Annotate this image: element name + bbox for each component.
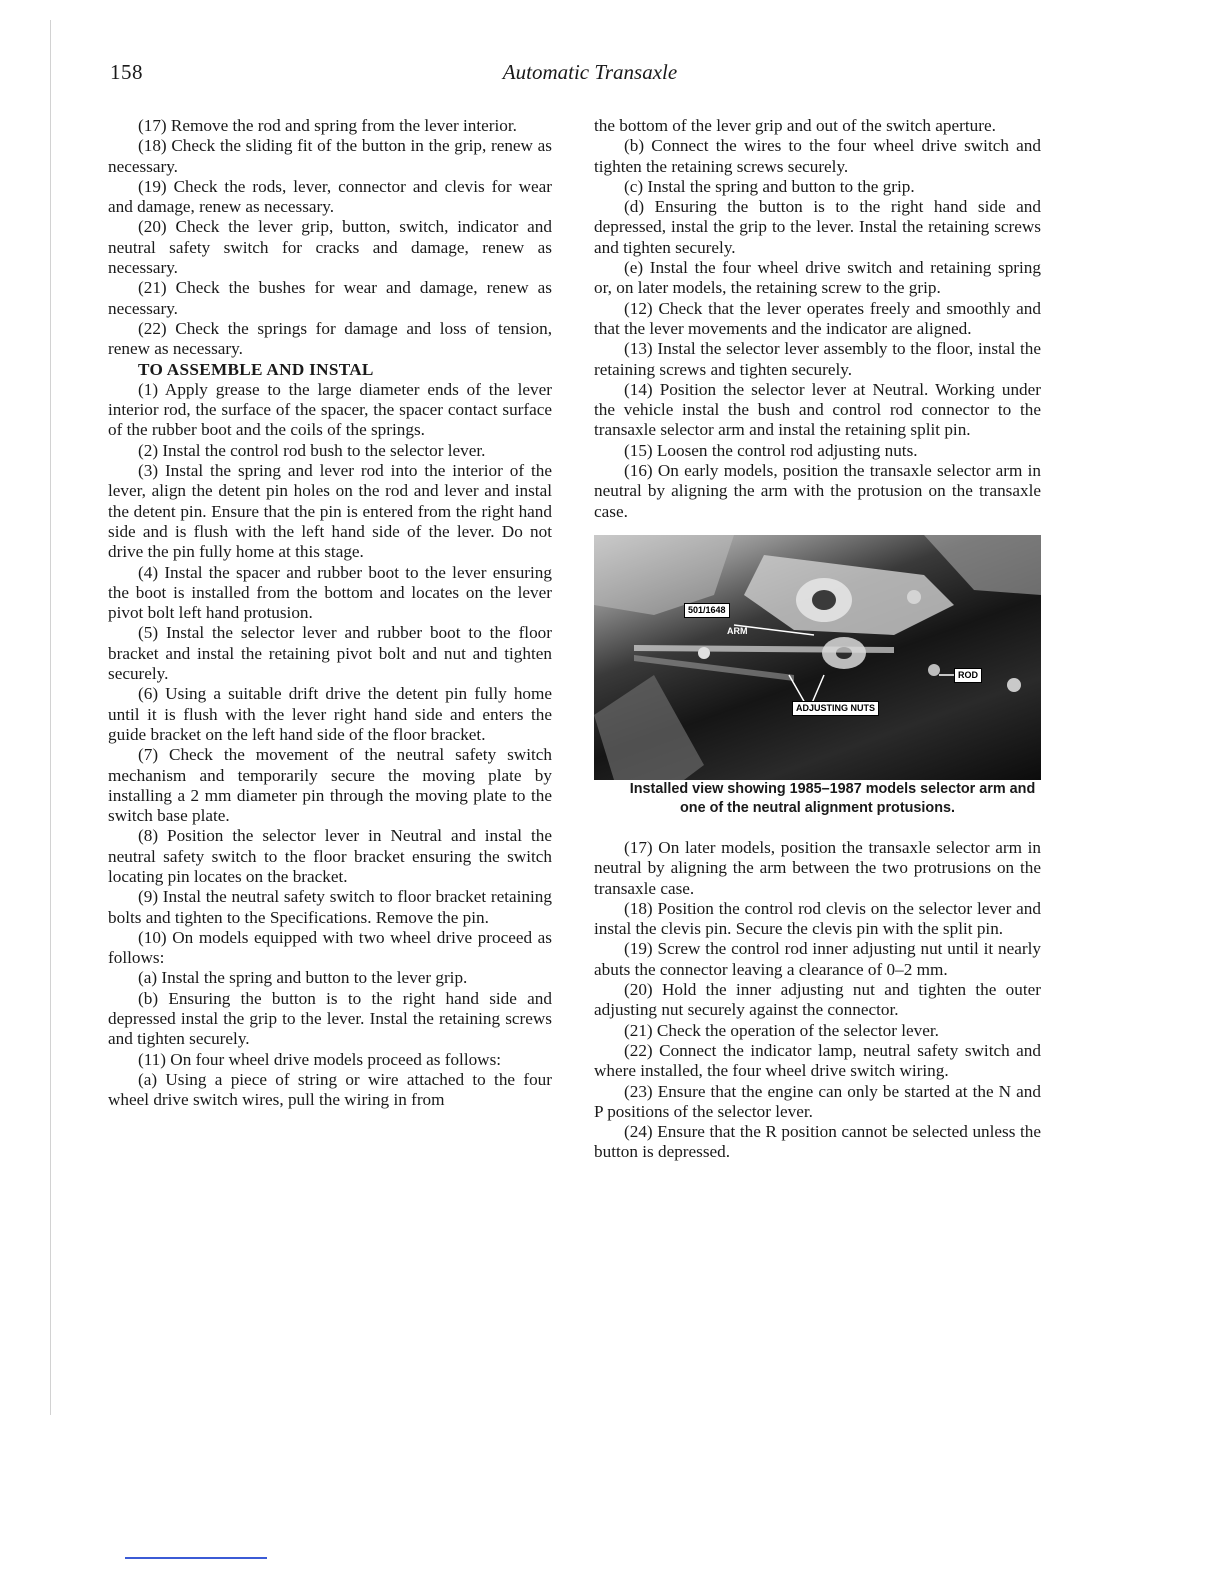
step-paragraph: (20) Hold the inner adjusting nut and tighten the outer adjusting nut securely against the connector. — [594, 980, 1041, 1020]
step-paragraph: (10) On models equipped with two wheel drive proceed as follows: — [108, 927, 552, 968]
step-paragraph: (18) Position the control rod clevis on the selector lever and instal the clevis pin. Secure the clevis pin with the split pin. — [594, 898, 1041, 939]
step-paragraph: (16) On early models, position the transaxle selector arm in neutral by aligning the arm with the protusion on the transaxle case. — [594, 461, 1041, 521]
step-paragraph: (4) Instal the spacer and rubber boot to the lever ensuring the boot is installed from the bottom and locates on the lever pivot bolt left hand protusion. — [108, 562, 552, 623]
left-column-disassembly-steps — [108, 116, 552, 360]
installed-view-photo — [594, 535, 1041, 780]
figure-reference-label: 501/1648 — [684, 603, 730, 618]
step-paragraph: (1) Apply grease to the large diameter ends of the lever interior rod, the surface of the spacer, the spacer contact surface of the rubber boot and the coils of the springs. — [108, 379, 552, 440]
step-paragraph: (e) Instal the four wheel drive switch and retaining spring or, on later models, the retaining screw to the grip. — [594, 258, 1041, 298]
step-paragraph: (b) Connect the wires to the four wheel drive switch and tighten the retaining screws securely. — [594, 136, 1041, 176]
step-paragraph: (22) Connect the indicator lamp, neutral safety switch and where installed, the four wheel drive switch wiring. — [594, 1040, 1041, 1081]
step-paragraph: (3) Instal the spring and lever rod into the interior of the lever, align the detent pin holes on the rod and lever and instal the detent pin. Ensure that the pin is entered from the right hand side and is flush with the left hand side of the lever. Do not drive the pin fully home at this stage. — [108, 461, 552, 562]
step-paragraph: (15) Loosen the control rod adjusting nuts. — [624, 440, 918, 460]
step-paragraph: (24) Ensure that the R position cannot be selected unless the button is depressed. — [594, 1122, 1041, 1162]
right-column — [594, 116, 1041, 1163]
step-paragraph: (21) Check the bushes for wear and damage, renew as necessary. — [108, 278, 552, 318]
step-paragraph: (2) Instal the control rod bush to the selector lever. — [138, 440, 486, 460]
step-paragraph: (23) Ensure that the engine can only be started at the N and P positions of the selector lever. — [594, 1081, 1041, 1121]
adjusting-nuts-label: ADJUSTING NUTS — [792, 701, 879, 716]
step-paragraph: (22) Check the springs for damage and loss of tension, renew as necessary. — [108, 318, 552, 359]
running-title: Automatic Transaxle — [502, 60, 678, 84]
arm-label: ARM — [727, 625, 748, 636]
right-column-steps-bottom — [594, 838, 1041, 1163]
left-column — [108, 116, 552, 1111]
step-paragraph: (6) Using a suitable drift drive the detent pin fully home until it is flush with the lever right hand side and enters the guide bracket on the left hand side of the floor bracket. — [108, 684, 552, 744]
margin-rule — [50, 20, 51, 1415]
step-paragraph: (14) Position the selector lever at Neutral. Working under the vehicle instal the bush and control rod connector to the transaxle selector arm and instal the retaining split pin. — [594, 379, 1041, 440]
step-paragraph: (17) Remove the rod and spring from the lever interior. — [138, 116, 517, 135]
step-paragraph: (c) Instal the spring and button to the grip. — [624, 176, 915, 196]
continuation-paragraph: the bottom of the lever grip and out of the switch aperture. — [594, 116, 996, 135]
page-number: 158 — [110, 60, 143, 84]
step-paragraph: (20) Check the lever grip, button, switch, indicator and neutral safety switch for cracks and damage, renew as necessary. — [108, 217, 552, 278]
bottom-rule — [125, 1557, 267, 1559]
step-paragraph: (12) Check that the lever operates freely and smoothly and that the lever movements and the indicator are aligned. — [594, 298, 1041, 338]
right-column-steps-top — [594, 136, 1041, 522]
step-paragraph: (a) Using a piece of string or wire attached to the four wheel drive switch wires, pull the wiring in from — [108, 1069, 552, 1110]
rod-label: ROD — [954, 668, 982, 683]
step-paragraph: (19) Screw the control rod inner adjusting nut until it nearly abuts the connector leaving a clearance of 0–2 mm. — [594, 939, 1041, 979]
step-paragraph: (b) Ensuring the button is to the right hand side and depressed instal the grip to the lever. Instal the retaining screws and tighten securely. — [108, 988, 552, 1049]
step-paragraph: (17) On later models, position the transaxle selector arm in neutral by aligning the arm between the two protrusions on the transaxle case. — [594, 837, 1041, 898]
step-paragraph: (11) On four wheel drive models proceed as follows: — [138, 1049, 502, 1069]
step-paragraph: (a) Instal the spring and button to the lever grip. — [138, 968, 468, 988]
step-paragraph: (8) Position the selector lever in Neutral and instal the neutral safety switch to the floor bracket ensuring the switch locating pin locates on the bracket. — [108, 826, 552, 886]
step-paragraph: (18) Check the sliding fit of the button in the grip, renew as necessary. — [108, 136, 552, 176]
step-paragraph: (19) Check the rods, lever, connector and clevis for wear and damage, renew as necessary. — [108, 176, 552, 217]
step-paragraph: (5) Instal the selector lever and rubber boot to the floor bracket and instal the retaining pivot bolt and nut and tighten securely. — [108, 623, 552, 684]
step-paragraph: (9) Instal the neutral safety switch to floor bracket retaining bolts and tighten to the Specifications. Remove the pin. — [108, 887, 552, 927]
step-paragraph: (d) Ensuring the button is to the right hand side and depressed, instal the grip to the lever. Instal the retaining screws and tighten securely. — [594, 197, 1041, 257]
section-heading: TO ASSEMBLE AND INSTAL — [138, 359, 374, 379]
left-column-assembly-steps — [108, 380, 552, 1111]
step-paragraph: (7) Check the movement of the neutral safety switch mechanism and temporarily secure the moving plate by installing a 2 mm diameter pin through the moving plate to the switch base plate. — [108, 745, 552, 826]
step-paragraph: (13) Instal the selector lever assembly to the floor, instal the retaining screws and tighten securely. — [594, 339, 1041, 379]
photo-illustration — [594, 535, 1041, 780]
page-header — [110, 60, 1070, 94]
step-paragraph: (21) Check the operation of the selector lever. — [624, 1020, 939, 1040]
figure-caption: Installed view showing 1985–1987 models selector arm and one of the neutral alignment protusions. — [629, 780, 1036, 816]
